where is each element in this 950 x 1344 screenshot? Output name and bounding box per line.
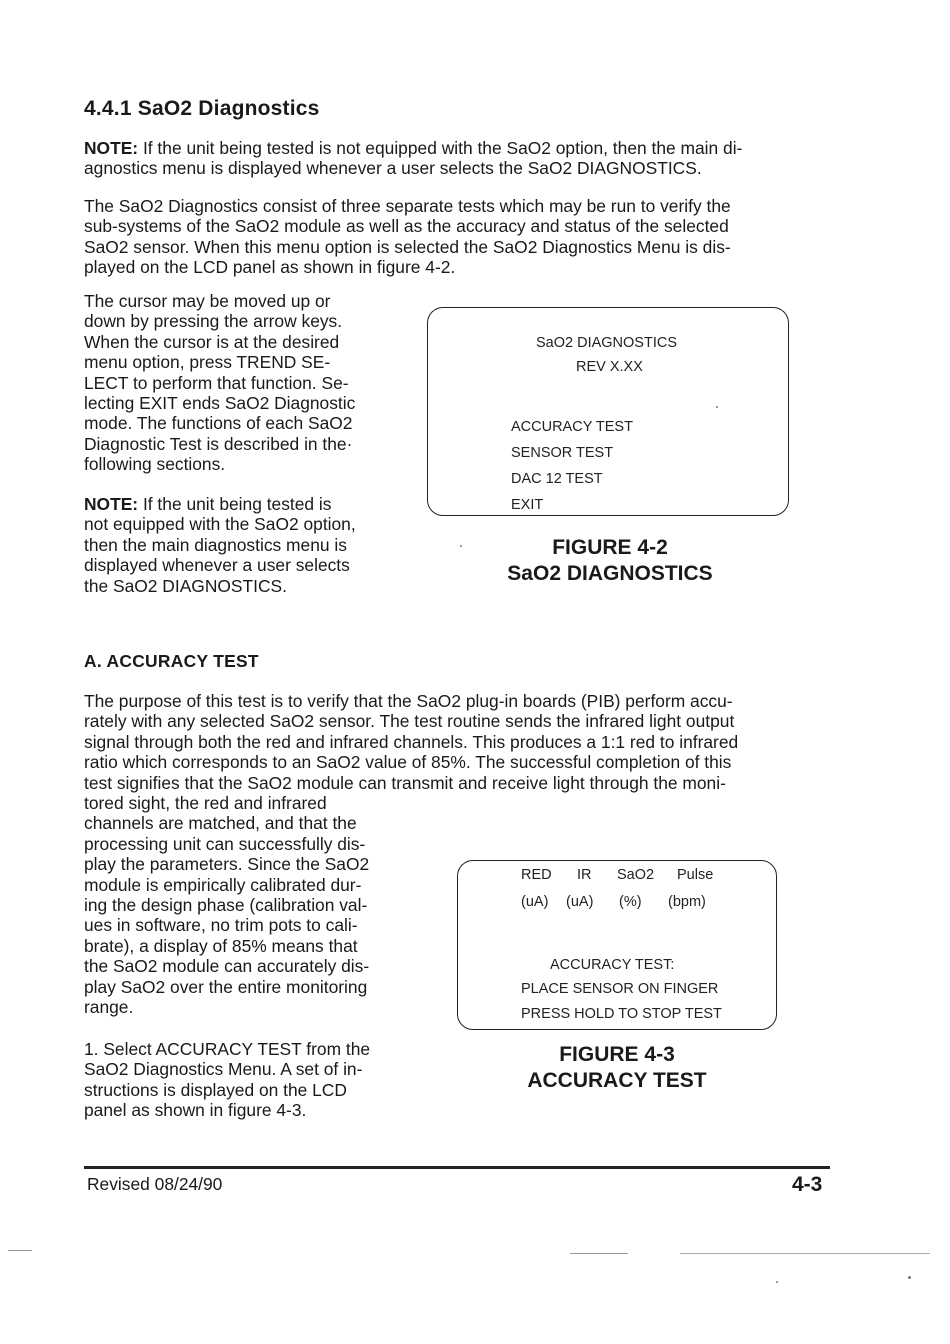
intro-paragraph: The SaO2 Diagnostics consist of three separate tests which may be run to verify the sub-systems of the SaO2 module as well as the accuracy and status of the selected SaO2 sensor. When this menu option is selected the SaO2 Diagnostics Menu is dis- played on the LCD panel as shown in figure 4-2. (84, 196, 731, 278)
note-line: NOTE: If the unit being tested is not equipped with the SaO2 option, then the main di- (84, 138, 743, 158)
scan-artifact-speck (460, 545, 462, 547)
lcd-title: SaO2 DIAGNOSTICS (536, 335, 678, 351)
figure-number: FIGURE 4-2 (552, 536, 668, 559)
menu-item-sensor-test: SENSOR TEST (511, 445, 614, 461)
lcd-header-pulse: Pulse (677, 867, 714, 883)
lcd-header-sao2: SaO2 (617, 867, 655, 883)
figure-4-2-caption (440, 535, 780, 587)
section-heading (84, 97, 320, 121)
footer-revised-date: Revised 08/24/90 (87, 1174, 223, 1194)
menu-item-accuracy-test: ACCURACY TEST (511, 419, 633, 435)
lcd-message-title: ACCURACY TEST: (550, 957, 675, 973)
lcd-unit-ir: (uA) (566, 894, 594, 910)
lcd-header-red: RED (521, 867, 552, 883)
lcd-revision: REV X.XX (576, 359, 643, 375)
lcd-unit-red: (uA) (521, 894, 549, 910)
footer-page-number: 4-3 (792, 1173, 823, 1196)
figure-title: SaO2 DIAGNOSTICS (507, 562, 713, 585)
scan-artifact-speck (776, 1281, 778, 1283)
section-title: SaO2 Diagnostics (137, 97, 320, 120)
lcd-message-press-hold: PRESS HOLD TO STOP TEST (521, 1006, 722, 1022)
footer-rule (84, 1166, 830, 1169)
lcd-unit-sao2: (%) (619, 894, 642, 910)
scan-artifact-line (570, 1253, 628, 1254)
scan-artifact-speck (716, 406, 718, 408)
step-1-paragraph: 1. Select ACCURACY TEST from the SaO2 Diagnostics Menu. A set of in- structions is displayed on the LCD panel as shown in figure 4-3. (84, 1039, 371, 1121)
scan-artifact-line (8, 1250, 32, 1251)
cursor-paragraph: The cursor may be moved up or down by pressing the arrow keys. When the cursor is at the desired menu option, press TREND SE- LECT to perform that function. Se- lecting EXIT ends SaO2 Diagnostic mode. The functions of each SaO2 Diagnostic Test is described in the· following sections. (84, 291, 356, 475)
lcd-accuracy-test (457, 860, 777, 1030)
note-paragraph-2: NOTE: If the unit being tested is not equipped with the SaO2 option, then the main diagnostics menu is displayed whenever a user selects the SaO2 DIAGNOSTICS. (84, 494, 356, 596)
menu-item-exit: EXIT (511, 497, 544, 513)
note-line: agnostics menu is displayed whenever a user selects the SaO2 DIAGNOSTICS. (84, 158, 702, 179)
lcd-diagnostics-menu (427, 307, 789, 516)
accuracy-purpose-paragraph: The purpose of this test is to verify that the SaO2 plug-in boards (PIB) perform accu- rately with any selected SaO2 sensor. The test routine sends the infrared light output signal through both the red and infrared channels. This produces a 1:1 red to infrared ratio which corresponds to an SaO2 value of 85%. The successful completion of this test signifies that the SaO2 module can transmit and receive light through the moni- (84, 691, 739, 793)
accuracy-detail-paragraph: tored sight, the red and infrared channels are matched, and that the processing unit can successfully dis- play the parameters. Since the SaO2 module is empirically calibrated dur- ing the design phase (calibration val- ues in software, no trim pots to cali- brate), a display of 85% means that the SaO2 module can accurately dis- play SaO2 over the entire monitoring range. (84, 793, 370, 1018)
scan-artifact-line (680, 1253, 930, 1254)
note-paragraph-1 (84, 138, 824, 179)
section-number: 4.4.1 (84, 97, 132, 120)
subsection-heading: A. ACCURACY TEST (84, 651, 259, 671)
lcd-unit-pulse: (bpm) (668, 894, 706, 910)
lcd-message-place-sensor: PLACE SENSOR ON FINGER (521, 981, 719, 997)
menu-item-dac-12-test: DAC 12 TEST (511, 471, 603, 487)
note-label: NOTE: (84, 494, 139, 514)
scan-artifact-speck (908, 1276, 911, 1279)
note-label: NOTE: (84, 138, 139, 158)
figure-title: ACCURACY TEST (527, 1069, 707, 1092)
figure-number: FIGURE 4-3 (559, 1043, 675, 1066)
lcd-header-ir: IR (577, 867, 592, 883)
figure-4-3-caption (450, 1042, 784, 1094)
